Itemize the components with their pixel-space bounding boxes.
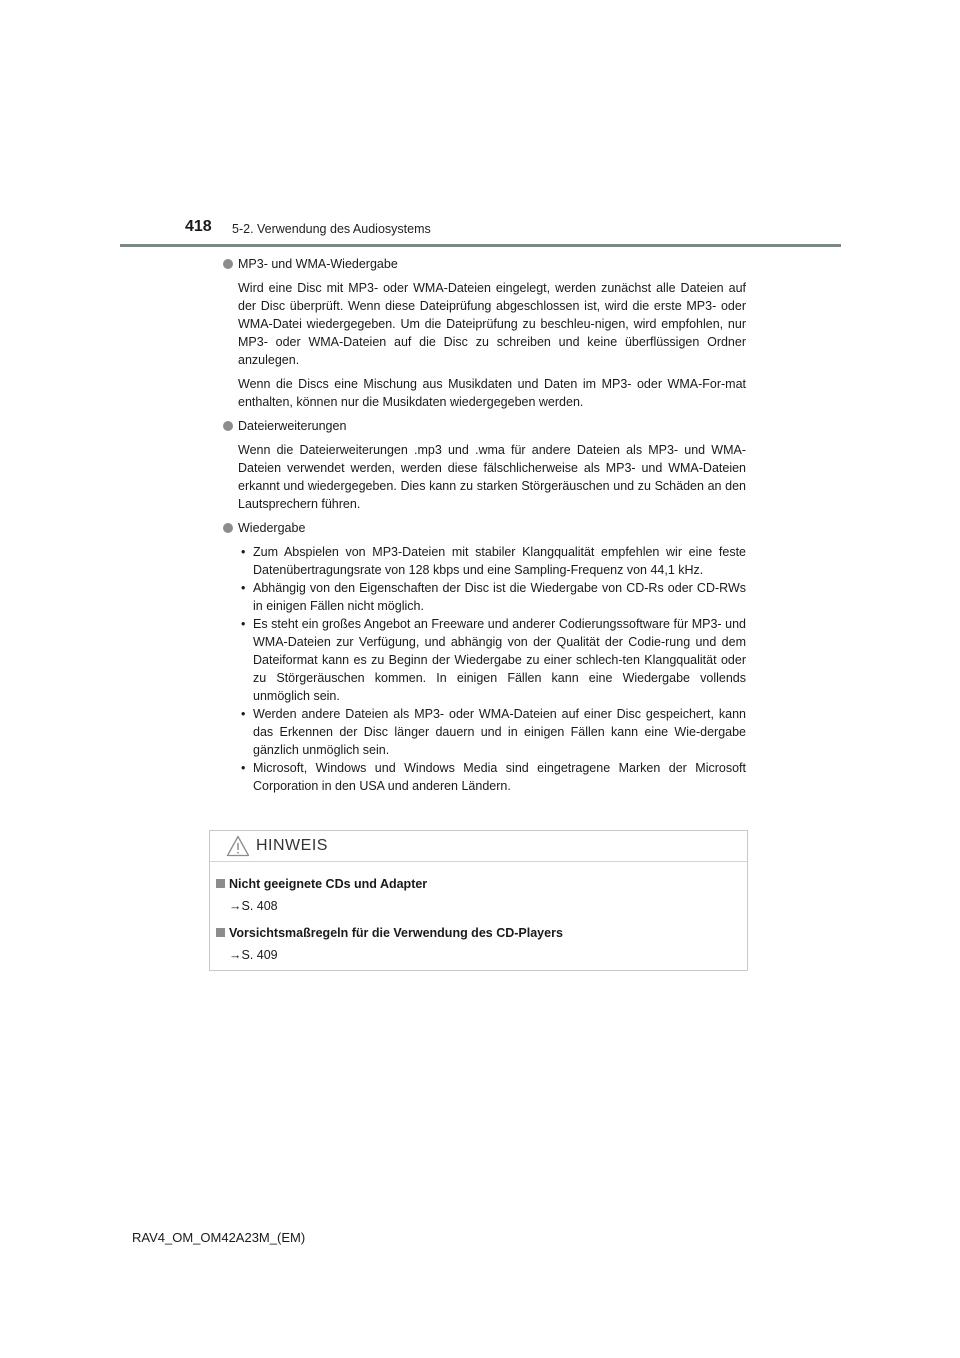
- page-number: 418: [185, 218, 212, 235]
- list-bullet: •: [241, 707, 246, 721]
- item-title: Dateierweiterungen: [238, 419, 347, 433]
- square-bullet-icon: [216, 879, 225, 888]
- hinweis-header: [210, 831, 747, 862]
- note-heading: Vorsichtsmaßregeln für die Verwendung des CD-Players: [216, 924, 747, 942]
- hinweis-body: [210, 862, 747, 964]
- item-heading: [222, 255, 746, 273]
- bullet-dot-icon: [223, 523, 233, 533]
- hinweis-box: [209, 830, 748, 971]
- list-bullet: •: [241, 761, 246, 775]
- page-reference: →S. 409: [229, 948, 278, 962]
- list-bullet: •: [241, 617, 246, 631]
- bullet-dot-icon: [223, 259, 233, 269]
- list-item: • Microsoft, Windows und Windows Media sind eingetragene Marken der Microsoft Corporation in den USA und anderen Ländern.: [241, 761, 746, 793]
- warning-triangle-icon: [226, 835, 250, 857]
- list-item: • Zum Abspielen von MP3-Dateien mit stabiler Klangqualität empfehlen wir eine feste Datenübertragungsrate von 128 kbps und eine Sampling-Frequenz von 44,1 kHz.: [241, 545, 746, 577]
- main-content: [222, 251, 746, 795]
- list-item: • Werden andere Dateien als MP3- oder WMA-Dateien auf einer Disc gespeichert, kann das Erkennen der Disc länger dauern und in einigen Fällen kann eine Wie-dergabe gänzlich unmöglich sein.: [241, 707, 746, 757]
- list-item: • Es steht ein großes Angebot an Freeware und anderer Codierungssoftware für MP3- und WMA-Dateien zur Verfügung, und abhängig von der Qualität der Codie-rung und dem Dateiformat kann es zu Beginn der Wiedergabe zu einer schlech-ten Klangqualität oder zu Störgeräuschen kommen. In einigen Fällen kann eine Wiedergabe vollends unmöglich sein.: [241, 617, 746, 703]
- list-item: • Abhängig von den Eigenschaften der Disc ist die Wiedergabe von CD-Rs oder CD-RWs in einigen Fällen nicht möglich.: [241, 581, 746, 613]
- square-bullet-icon: [216, 928, 225, 937]
- paragraph: Wird eine Disc mit MP3- oder WMA-Dateien eingelegt, werden zunächst alle Dateien auf der Disc überprüft. Wenn diese Dateiprüfung abgeschlossen ist, wird die erste MP3- oder WMA-Datei wiedergegeben. Um die Dateiprüfung zu beschleu-nigen, wird empfohlen, nur MP3- oder WMA-Dateien auf die Disc zu schreiben und keine überflüssigen Ordner anzulegen.: [238, 281, 746, 367]
- note-heading: Nicht geeignete CDs und Adapter: [216, 875, 747, 893]
- item-heading: [222, 519, 746, 537]
- section-title: 5-2. Verwendung des Audiosystems: [232, 222, 431, 236]
- list-bullet: •: [241, 545, 246, 559]
- paragraph: Wenn die Discs eine Mischung aus Musikdaten und Daten im MP3- oder WMA-For-mat enthalten, können nur die Musikdaten wiedergegeben werden.: [238, 377, 746, 409]
- list-bullet: •: [241, 581, 246, 595]
- sub-list: [222, 543, 746, 795]
- hinweis-title: HINWEIS: [256, 837, 328, 854]
- paragraph: Wenn die Dateierweiterungen .mp3 und .wma für andere Dateien als MP3- und WMA-Dateien verwendet werden, werden diese fälschlicherweise als MP3- und WMA-Dateien erkannt und wiedergegeben. Dies kann zu starken Störgeräuschen und zu Schäden an den Lautsprechern führen.: [238, 443, 746, 511]
- header-rule: [120, 244, 841, 247]
- page-reference: →S. 408: [229, 899, 278, 913]
- document-code: RAV4_OM_OM42A23M_(EM): [132, 1230, 306, 1245]
- item-title: Wiedergabe: [238, 521, 306, 535]
- item-title: MP3- und WMA-Wiedergabe: [238, 257, 398, 271]
- item-heading: [222, 417, 746, 435]
- bullet-dot-icon: [223, 421, 233, 431]
